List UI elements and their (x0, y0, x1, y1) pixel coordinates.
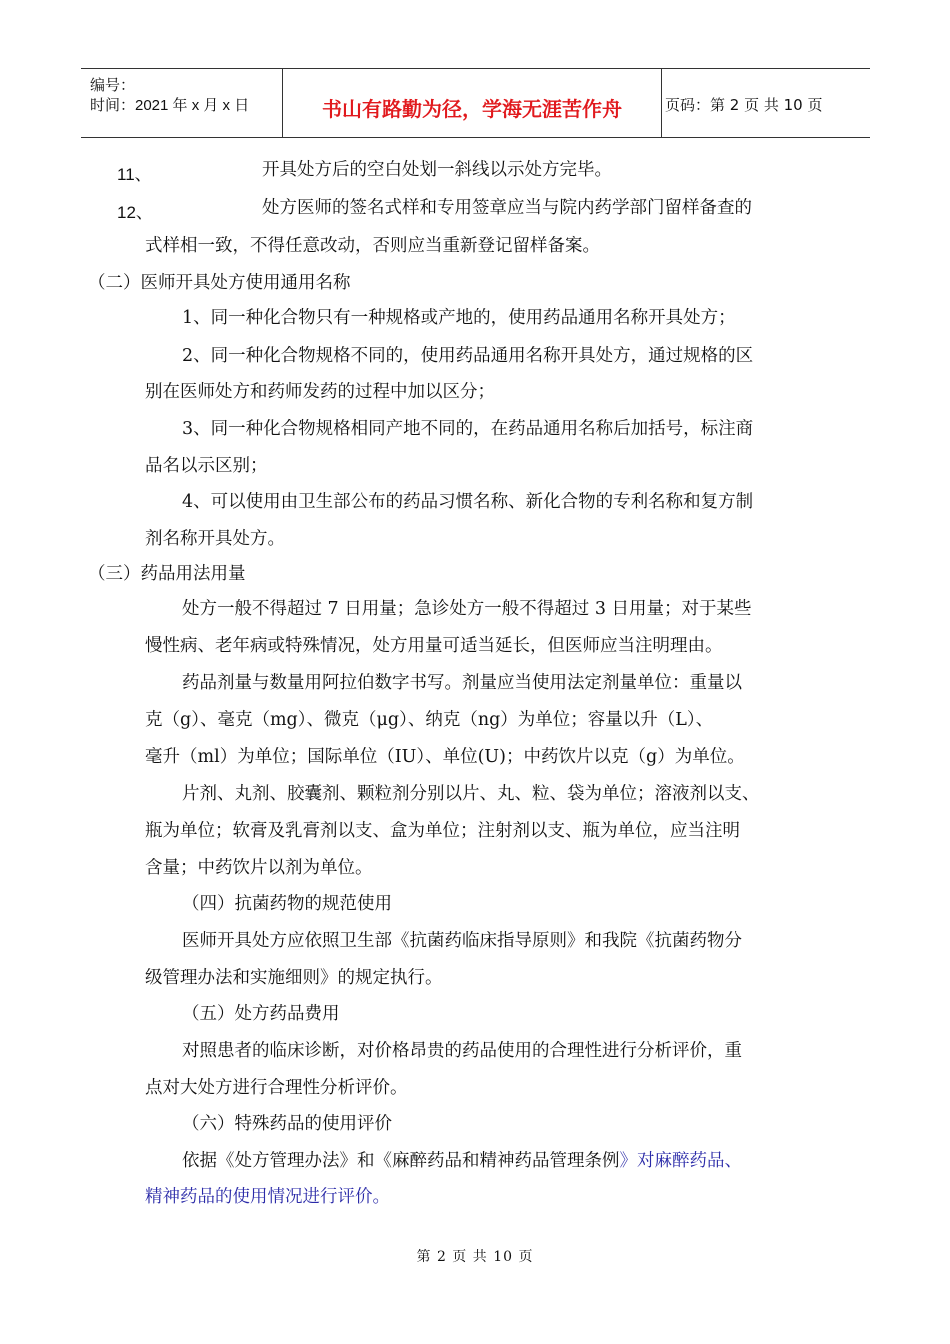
paragraph-line: 级管理办法和实施细则》的规定执行。 (145, 968, 443, 988)
paragraph-line: 3、同一种化合物规格相同产地不同的，在药品通用名称后加括号，标注商 (182, 419, 754, 439)
paragraph-line: 含量；中药饮片以剂为单位。 (145, 858, 373, 878)
header-motto: 书山有路勤为径，学海无涯苦作舟 (322, 97, 622, 121)
paragraph-line: 毫升（ml）为单位；国际单位（IU）、单位(U)；中药饮片以克（g）为单位。 (145, 747, 745, 767)
paragraph-text: 依据《处方管理办法》和《麻醉药品和精神药品管理条例 (182, 1151, 620, 1171)
header-motto-cell (282, 69, 662, 137)
paragraph-line: 慢性病、老年病或特殊情况，处方用量可适当延长，但医师应当注明理由。 (145, 636, 723, 656)
paragraph-line: 剂名称开具处方。 (145, 529, 285, 549)
header-code: 编号： (90, 77, 136, 94)
paragraph-line: 4、可以使用由卫生部公布的药品习惯名称、新化合物的专利名称和复方制 (182, 492, 754, 512)
paragraph-line: 瓶为单位；软膏及乳膏剂以支、盒为单位；注射剂以支、瓶为单位，应当注明 (145, 821, 740, 841)
header-page-cell (665, 69, 870, 137)
item-number: 11、 (117, 165, 152, 184)
highlighted-text: 》对麻醉药品、 (619, 1151, 742, 1171)
item-number: 12、 (117, 203, 153, 222)
paragraph-line (182, 1150, 742, 1172)
paragraph-line: 别在医师处方和药师发药的过程中加以区分； (145, 382, 495, 402)
header-page: 页码：第 2 页 共 10 页 (665, 96, 823, 114)
highlighted-text: 精神药品的使用情况进行评价。 (145, 1187, 390, 1207)
header-meta (81, 69, 281, 137)
paragraph-line: 式样相一致，不得任意改动，否则应当重新登记留样备案。 (145, 236, 600, 256)
paragraph-line: 克（g）、毫克（mg）、微克（μg）、纳克（ng）为单位；容量以升（L）、 (145, 710, 714, 730)
paragraph-line: 片剂、丸剂、胶囊剂、颗粒剂分别以片、丸、粒、袋为单位；溶液剂以支、 (182, 784, 760, 804)
section-heading: （四）抗菌药物的规范使用 (182, 894, 392, 914)
page-footer: 第 2 页 共 10 页 (416, 1249, 534, 1265)
section-heading: （三）药品用法用量 (88, 564, 246, 584)
paragraph-line: 医师开具处方应依照卫生部《抗菌药临床指导原则》和我院《抗菌药物分 (182, 931, 742, 951)
section-heading: （六）特殊药品的使用评价 (182, 1114, 392, 1134)
paragraph-line: 药品剂量与数量用阿拉伯数字书写。剂量应当使用法定剂量单位：重量以 (182, 673, 742, 693)
paragraph-line: 点对大处方进行合理性分析评价。 (145, 1078, 408, 1098)
section-heading: （五）处方药品费用 (182, 1004, 340, 1024)
paragraph-line: 1、同一种化合物只有一种规格或产地的，使用药品通用名称开具处方； (182, 308, 736, 328)
paragraph-line: 2、同一种化合物规格不同的，使用药品通用名称开具处方，通过规格的区 (182, 346, 754, 366)
document-header (81, 68, 870, 138)
paragraph-line: 开具处方后的空白处划一斜线以示处方完毕。 (262, 160, 612, 180)
section-heading: （二）医师开具处方使用通用名称 (88, 273, 351, 293)
paragraph-line: 对照患者的临床诊断，对价格昂贵的药品使用的合理性进行分析评价，重 (182, 1041, 742, 1061)
paragraph-line: 品名以示区别； (145, 456, 268, 476)
paragraph-line: 处方一般不得超过 7 日用量；急诊处方一般不得超过 3 日用量；对于某些 (182, 599, 752, 619)
paragraph-line: 处方医师的签名式样和专用签章应当与院内药学部门留样备查的 (262, 198, 752, 218)
header-date: 时间：2021 年 x 月 x 日 (90, 97, 250, 114)
